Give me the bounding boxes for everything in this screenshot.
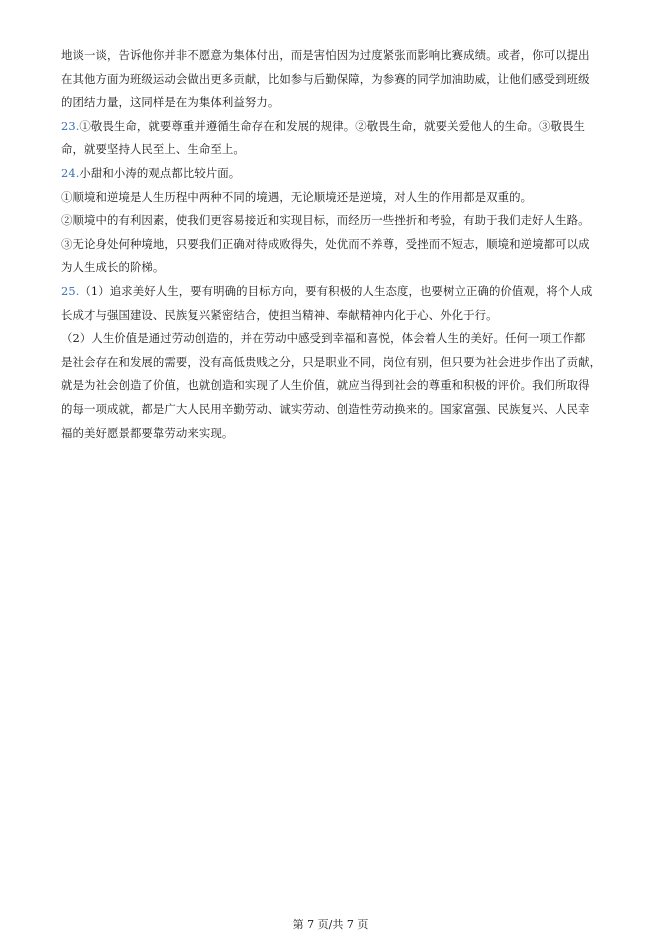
text-line xyxy=(61,327,609,351)
text-line xyxy=(61,233,609,257)
text-line xyxy=(61,304,609,328)
text-line xyxy=(61,162,609,186)
line-text: 是社会存在和发展的需要，没有高低贵贱之分，只是职业不同，岗位有别，但只要为社会进步作出了贡献， xyxy=(61,354,602,369)
line-text: ②顺境中的有利因素，使我们更容易接近和实现目标，而经历一些挫折和考验，有助于我们走好人生路。 xyxy=(61,213,590,228)
page-footer xyxy=(0,916,661,932)
line-text: 地谈一谈，告诉他你并非不愿意为集体付出，而是害怕因为过度紧张而影响比赛成绩。或者，你可以提出 xyxy=(61,48,590,62)
line-text: 福的美好愿景都要靠劳动来实现。 xyxy=(61,425,234,440)
page-number-label: 第 7 页/共 7 页 xyxy=(292,918,369,931)
line-text: （2）人生价值是通过劳动创造的，并在劳动中感受到幸福和喜悦，体会着人生的美好。任何一项工作都 xyxy=(61,331,586,346)
line-text: 小甜和小涛的观点都比较片面。 xyxy=(79,165,241,180)
text-line xyxy=(61,422,609,446)
text-line xyxy=(61,351,609,375)
line-text: ①顺境和逆境是人生历程中两种不同的境遇，无论顺境还是逆境，对人生的作用都是双重的。 xyxy=(61,189,533,204)
line-text: 的每一项成就，都是广大人民用辛勤劳动、诚实劳动、创造性劳动换来的。国家富强、民族复兴、人民幸 xyxy=(61,401,590,416)
line-text: 长成才与强国建设、民族复兴紧密结合，使担当精神、奉献精神内化于心、外化于行。 xyxy=(61,307,498,322)
line-text: 就是为社会创造了价值，也就创造和实现了人生价值，就应当得到社会的尊重和积极的评价。我们所取得 xyxy=(61,378,590,393)
line-text: ①敬畏生命，就要尊重并遵循生命存在和发展的规律。②敬畏生命，就要关爱他人的生命。③敬畏生 xyxy=(79,118,586,133)
text-line xyxy=(61,68,609,92)
line-text: 的团结力量，这同样是在为集体利益努力。 xyxy=(61,95,280,110)
line-text: ③无论身处何种境地，只要我们正确对待成败得失，处优而不养尊，受挫而不短志，顺境和逆境都可以成 xyxy=(61,236,590,251)
question-number: 24. xyxy=(61,165,80,180)
text-line xyxy=(61,115,609,139)
line-text: 在其他方面为班级运动会做出更多贡献，比如参与后勤保障，为参赛的同学加油助威，让他们感受到班级 xyxy=(61,71,590,86)
text-line xyxy=(61,186,609,210)
text-line xyxy=(61,209,609,233)
text-line xyxy=(61,398,609,422)
text-line xyxy=(61,91,609,115)
line-text: （1）追求美好人生，要有明确的目标方向，要有积极的人生态度，也要树立正确的价值观，将个人成 xyxy=(79,283,593,298)
text-line xyxy=(61,374,609,398)
question-number: 23. xyxy=(61,118,80,133)
text-line xyxy=(61,280,609,304)
answer-text-block xyxy=(61,44,609,445)
line-text: 为人生成长的阶梯。 xyxy=(61,260,165,275)
text-line xyxy=(61,138,609,162)
question-number: 25. xyxy=(61,283,80,298)
text-line xyxy=(61,44,609,68)
text-line xyxy=(61,256,609,280)
line-text: 命，就要坚持人民至上、生命至上。 xyxy=(61,142,245,157)
